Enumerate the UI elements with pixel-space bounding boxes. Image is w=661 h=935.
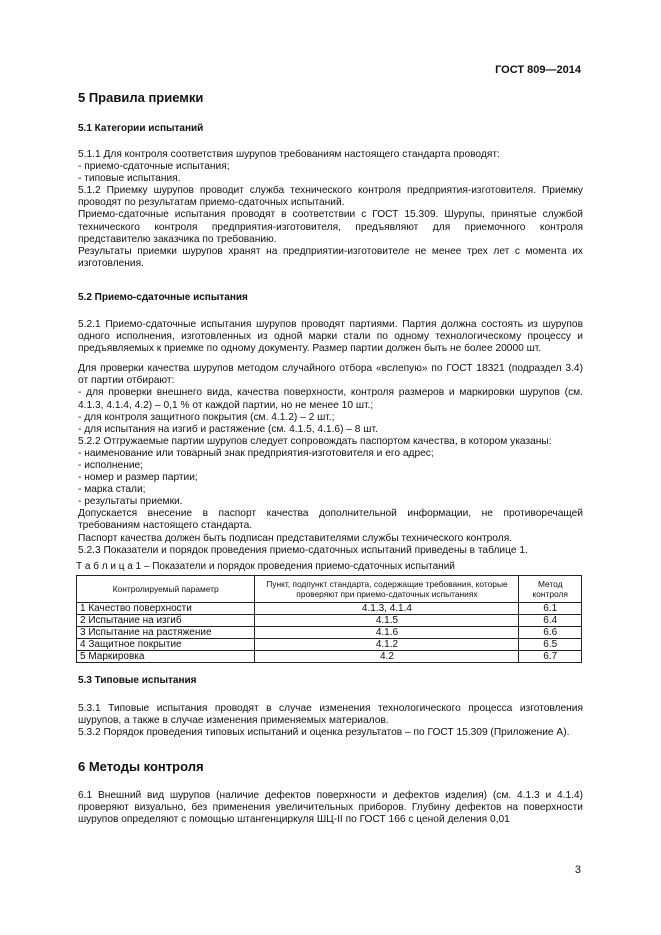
list-item: - наименование или товарный знак предприятия-изготовителя и его адрес; [78, 447, 434, 459]
page-number: 3 [574, 864, 581, 876]
table-row [77, 614, 582, 626]
page-content [78, 90, 583, 826]
list-item: - номер и размер партии; [78, 472, 198, 484]
table-caption-text: – Показатели и порядок проведения приемо-сдаточных испытаний [141, 560, 455, 572]
table-1 [76, 575, 582, 663]
standard-header: ГОСТ 809—2014 [495, 64, 581, 76]
table-cell: 4.1.6 [255, 626, 519, 638]
list-item: - для проверки внешнего вида, качества поверхности, контроля размеров и маркировки шурупов (см. 4.1.3, 4.1.4, 4.2) – 0,1 % от каждой партии, но не менее 10 шт.; [78, 387, 583, 411]
paragraph: Паспорт качества должен быть подписан представителями службы технического контроля. [78, 532, 513, 544]
table-caption [76, 561, 583, 573]
paragraph-5-3-2: 5.3.2 Порядок проведения типовых испытаний и оценка результатов – по ГОСТ 15.309 (Приложение А). [78, 727, 570, 738]
table-caption-prefix: Т а б л и ц а 1 [76, 560, 142, 572]
table-cell: 3 Испытание на растяжение [77, 626, 255, 638]
table-cell: 6.5 [519, 638, 582, 650]
list-item: - типовые испытания. [78, 173, 181, 185]
table-cell: 1 Качество поверхности [77, 602, 255, 614]
table-cell: 4.2 [255, 650, 519, 662]
paragraph-5-3-1: 5.3.1 Типовые испытания проводят в случае изменения технологического процесса изготовления шурупов, а также в случае изменения применяемых материалов. [78, 702, 583, 726]
table-header-row [77, 575, 582, 602]
column-header: Пункт, подпункт стандарта, содержащие требования, которые проверяют при приемо-сдаточных испытаниях [255, 575, 519, 602]
list-item: - для испытания на изгиб и растяжение (см. 4.1.5, 4.1.6) – 8 шт. [78, 423, 378, 435]
paragraph: Допускается внесение в паспорт качества дополнительной информации, не противоречащей требованиям настоящего стандарта. [78, 508, 583, 532]
list-item: - приемо-сдаточные испытания; [78, 161, 230, 173]
paragraph-5-1-1: 5.1.1 Для контроля соответствия шурупов требованиям настоящего стандарта проводят: [78, 149, 500, 160]
table-row [77, 650, 582, 662]
table-cell: 6.6 [519, 626, 582, 638]
table-cell: 2 Испытание на изгиб [77, 614, 255, 626]
paragraph: Для проверки качества шурупов методом случайного отбора «вслепую» по ГОСТ 18321 (подраздел 3.4) от партии отбирают: [78, 363, 583, 387]
table-cell: 6.4 [519, 614, 582, 626]
table-cell: 6.1 [519, 602, 582, 614]
table-cell: 4.1.2 [255, 638, 519, 650]
section-6-title: 6 Методы контроля [78, 759, 204, 775]
paragraph-5-2-2: 5.2.2 Отгружаемые партии шурупов следует сопровождать паспортом качества, в котором указаны: [78, 435, 552, 447]
list-item: - результаты приемки. [78, 496, 183, 508]
list-item: - марка стали; [78, 484, 146, 496]
list-item: - исполнение; [78, 459, 144, 471]
paragraph-5-2-3: 5.2.3 Показатели и порядок проведения приемо-сдаточных испытаний приведены в таблице 1. [78, 544, 528, 556]
subsection-5-2-title: 5.2 Приемо-сдаточные испытания [78, 291, 248, 303]
table-cell: 4.1.5 [255, 614, 519, 626]
subsection-5-3-title: 5.3 Типовые испытания [78, 674, 197, 686]
column-header: Метод контроля [519, 575, 582, 602]
table-cell: 5 Маркировка [77, 650, 255, 662]
table-row [77, 602, 582, 614]
table-row [77, 638, 582, 650]
table-cell: 6.7 [519, 650, 582, 662]
table-cell: 4 Защитное покрытие [77, 638, 255, 650]
paragraph-5-2-1: 5.2.1 Приемо-сдаточные испытания шурупов проводят партиями. Партия должна состоять из шурупов одного исполнения, изготовленных из одной марки стали по одному технологическому процессу и предъявляемых к приемке по одному документу. Размер партии должен быть не более 20000 шт. [78, 318, 583, 355]
table-cell: 4.1.3, 4.1.4 [255, 602, 519, 614]
paragraph: Приемо-сдаточные испытания проводят в соответствии с ГОСТ 15.309. Шурупы, принятые службой технического контроля предприятия-изготовителя, предъявляют для приемочного контроля представителю заказчика по требованию. [78, 209, 583, 245]
list-item: - для контроля защитного покрытия (см. 4.1.2) – 2 шт.; [78, 411, 335, 423]
paragraph: Результаты приемки шурупов хранят на предприятии-изготовителе не менее трех лет с момента их изготовления. [78, 245, 583, 269]
paragraph-6-1: 6.1 Внешний вид шурупов (наличие дефектов поверхности и дефектов изделия) (см. 4.1.3 и 4.1.4) проверяют визуально, без применения увеличительных приборов. Глубину дефектов на поверхности шурупов определяют с помощью штангенциркуля ШЦ-II по ГОСТ 166 с ценой деления 0,01 [78, 790, 583, 826]
column-header: Контролируемый параметр [77, 575, 255, 602]
paragraph-5-1-2: 5.1.2 Приемку шурупов проводит служба технического контроля предприятия-изготовителя. Приемку проводят по результатам приемо-сдаточных испытаний. [78, 185, 583, 209]
table-row [77, 626, 582, 638]
subsection-5-1-title: 5.1 Категории испытаний [78, 123, 204, 134]
section-5-title: 5 Правила приемки [78, 90, 204, 105]
